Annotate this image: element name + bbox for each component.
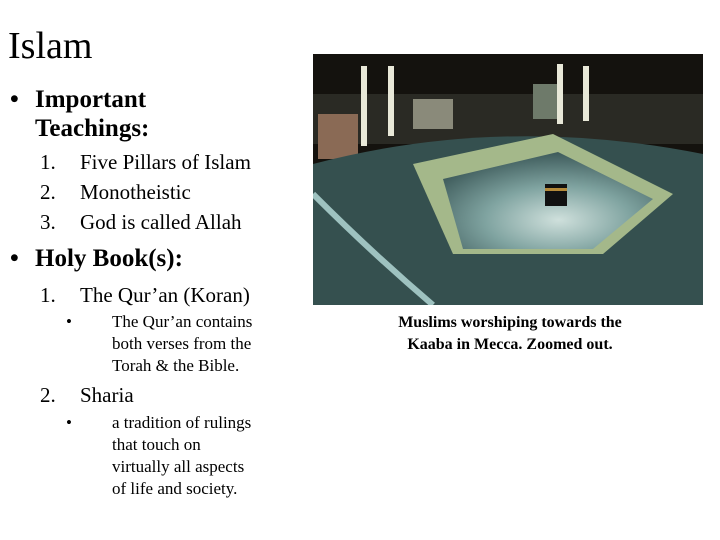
slide-title: Islam — [8, 25, 93, 67]
bullet: • — [10, 86, 19, 113]
list-item — [40, 207, 251, 237]
caption-line: Muslims worshiping towards the — [398, 314, 622, 331]
sub-line: Torah & the Bible. — [112, 356, 240, 375]
heading-line: Important — [35, 86, 147, 113]
sub-bullet: • — [66, 312, 72, 331]
list-text: God is called Allah — [80, 210, 242, 234]
list-item — [40, 280, 250, 310]
sub-line: both verses from the — [112, 334, 252, 353]
sub-item-sharia — [112, 412, 251, 500]
sub-line: that touch on — [112, 435, 201, 454]
teachings-list — [40, 147, 251, 237]
caption-line: Kaaba in Mecca. Zoomed out. — [407, 336, 613, 353]
list-text: Five Pillars of Islam — [80, 150, 251, 174]
kaaba-photo — [313, 54, 703, 305]
sub-line: virtually all aspects — [112, 457, 245, 476]
bullet: • — [10, 245, 19, 272]
list-text: Sharia — [80, 383, 134, 407]
list-number: 2. — [40, 383, 56, 407]
sub-item-quran — [112, 311, 252, 377]
sub-line: The Qur’an contains — [112, 312, 253, 331]
list-number: 2. — [40, 180, 56, 204]
list-number: 1. — [40, 150, 56, 174]
list-text: The Qur’an (Koran) — [80, 283, 250, 307]
sub-bullet: • — [66, 413, 72, 432]
list-item — [40, 177, 251, 207]
heading-important-teachings — [35, 85, 149, 143]
sub-line: a tradition of rulings — [112, 413, 252, 432]
heading-holy-books: Holy Book(s): — [35, 245, 183, 272]
list-number: 3. — [40, 210, 56, 234]
list-number: 1. — [40, 283, 56, 307]
image-caption — [340, 312, 680, 356]
sub-line: of life and society. — [112, 479, 238, 498]
list-text: Monotheistic — [80, 180, 191, 204]
list-item — [40, 147, 251, 177]
list-item — [40, 380, 134, 410]
heading-line: Teachings: — [35, 115, 150, 142]
